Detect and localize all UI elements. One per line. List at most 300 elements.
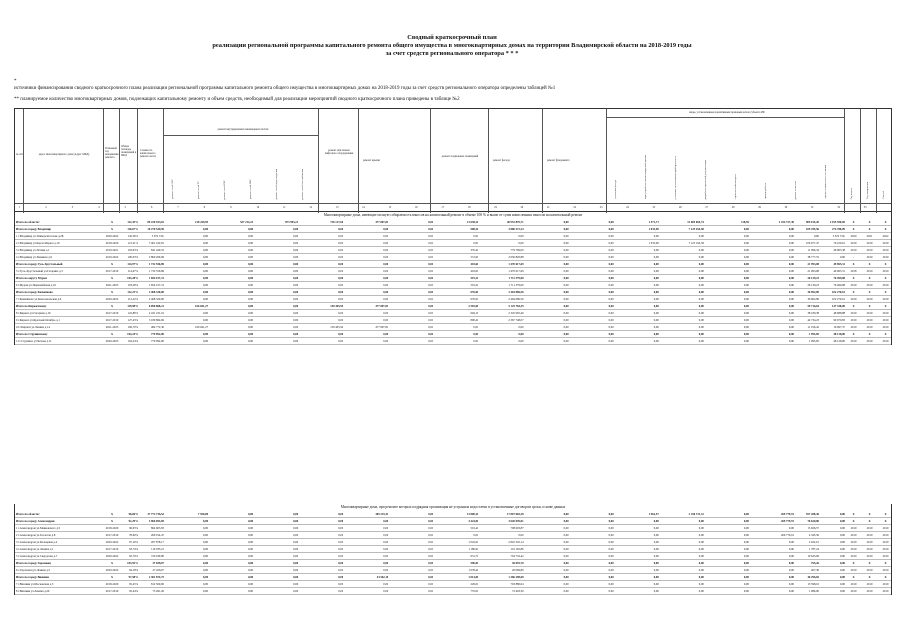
row-value: 0,00 [293,561,299,565]
row-value: 0,00 [563,589,569,593]
row-value: 0,00 [428,582,434,586]
table-total-row [15,511,891,518]
table-total-row [15,518,891,525]
row-year: X [852,262,855,266]
row-cost: 6 096 868,21 [148,304,164,308]
row-total: 36 962,89 [807,297,819,301]
row-value: 0,00 [608,540,614,544]
row-value: 0,00 [743,276,749,280]
row-plan-year: 2017-2019 [105,269,119,273]
row-value: 0,00 [473,332,479,336]
row-value: 1 366 298,68 [508,575,524,579]
row-year: 2021 [866,234,873,238]
row-value: 0,00 [248,297,254,301]
row-total-2: 2 195 590,85 [829,220,845,224]
row-value: 0,00 [788,262,794,266]
row-value: 0,00 [428,519,434,523]
row-year: - [853,255,854,259]
row-plan-year: 2020-2022 [105,554,119,558]
row-year: 2019 [850,318,857,322]
row-year: X [868,290,871,294]
row-year: 2019 [850,568,857,572]
row-value: 0,00 [338,311,344,315]
row-value: 0,00 [428,248,434,252]
row-value: 7 550,00 [197,512,209,516]
header-column-number: 18 [467,206,471,209]
row-year: X [852,227,855,231]
row-value: 0,00 [293,339,299,343]
row-year: 2022 [882,234,889,238]
row-cost: 1 854 017,31 [148,276,164,280]
row-value: 26 069,80 [512,568,524,572]
row-total-2: 79 109,61 [833,241,845,245]
row-value: 4 424,00 [468,519,479,523]
row-value: 0,00 [383,339,389,343]
row-year: 2019 [882,269,889,273]
header-col-end-year: Год завершения [861,109,877,213]
row-value: 166 041,27 [195,304,209,308]
row-address: 5 г.Гусь-Хрустальный ул.Гагарина д.3 [16,269,63,273]
row-total: 21 993,08 [807,269,819,273]
row-value: 110 165,86 [510,547,524,551]
row-value: 0,00 [743,248,749,252]
row-address: 1 г.Владимир ул.Университетская д.2Б [16,234,64,238]
row-plan-year: X [110,220,114,224]
row-year: 2019 [866,248,873,252]
row-value: 0,00 [428,554,434,558]
row-value: 0,00 [203,540,209,544]
row-value: 0,00 [338,582,344,586]
row-value: 0,00 [293,533,299,537]
row-value: 0,00 [338,554,344,558]
row-cost: 89 220 553,81 [147,220,164,224]
row-total: 10 645,69 [807,554,819,558]
header-column-number: 5 [124,206,126,209]
row-year: 2019 [882,582,889,586]
row-value: 0,00 [248,512,254,516]
row-total-2: 0,00 [839,519,845,523]
row-value: 13 605 064,74 [687,220,704,224]
row-value: 0,00 [608,533,614,537]
row-value: 150 405,99 [330,304,344,308]
row-year: 2019 [850,582,857,586]
row-value: 0,00 [428,318,434,322]
header-group-other: виды, установленные нормативным правовым актом субъекта РФ утепление фасада переустройство невентилируемой крыши установка коллективных приборов учета разработка проектной документации строительный контроль прочие работы ремонт отмостки оценка технического состояния [607,109,845,213]
row-value: 0,00 [608,526,614,530]
row-value: 501,40 [470,526,479,530]
row-value: 1 470 617,69 [508,262,524,266]
section-title-1: Многоквартирные дома, имеющие полную собираемость взносов на капитальный ремонт в объеме 100 % и выше от сумм начисленных взносов на капитальный ремонт [14,212,892,219]
row-value: 0,00 [293,575,299,579]
row-plan-year: 2021-2023 [105,283,119,287]
row-total: 0,00 [813,234,819,238]
row-value: 0,00 [203,332,209,336]
row-total: 4 343,56 [808,533,819,537]
row-value: 0,00 [743,582,749,586]
header-column-number: 15 [388,206,392,209]
row-value: 0,00 [293,297,299,301]
row-total-2: 0,00 [839,554,845,558]
row-year: X [852,276,855,280]
row-value: 0,00 [293,234,299,238]
row-cost: 779 092,00 [150,332,164,336]
row-value: 0,00 [788,283,794,287]
row-cost: 37 772 736,52 [147,512,164,516]
row-value: 0,00 [293,332,299,336]
row-address: 2 г.Владимир ул.Карла Маркса д.16 [16,241,60,245]
row-value: 0,00 [248,241,254,245]
row-year: X [868,276,871,280]
row-value: 0,00 [428,311,434,315]
row-value: 0,00 [338,540,344,544]
row-value: 2 345 995,46 [508,311,524,315]
row-cost: 10 270 540,59 [147,227,164,231]
row-value: 0,00 [518,325,524,329]
row-value: 0,00 [248,561,254,565]
row-address: 11 г.Струнино ул.Чехова д.11 [16,339,52,343]
table-row [15,324,891,331]
row-year: 2018 [850,269,857,273]
row-value: 0,00 [653,255,659,259]
row-value: 0,00 [563,304,569,308]
row-value: 0,00 [698,276,704,280]
row-value: 0,00 [428,589,434,593]
row-value: 229,00 [470,582,479,586]
row-value: 0,00 [743,554,749,558]
row-value: 0,00 [428,533,434,537]
row-value: 0,00 [338,297,344,301]
row-address: 2 г.Александров ул.Геологов д.8 [16,533,56,537]
row-value: 0,00 [293,519,299,523]
row-value: 0,00 [293,227,299,231]
row-year: 2019 [866,582,873,586]
row-value: 0,00 [338,575,344,579]
row-cost: 841 429,52 [150,248,164,252]
row-year: 2019 [850,526,857,530]
row-value: 0,00 [428,220,434,224]
row-value: 0,00 [698,582,704,586]
row-value: 0,00 [338,533,344,537]
row-plan-year: 2020-2022 [105,540,119,544]
header-column-number: 1 [19,206,21,209]
row-value: 0,00 [293,568,299,572]
row-value: 0,00 [698,318,704,322]
header-col-foundation: ремонт фундамента [543,109,607,213]
row-value: 0,00 [653,234,659,238]
row-value: 0,00 [743,290,749,294]
row-value: 269 779,91 [780,512,794,516]
header-column-number: 16 [415,206,418,209]
row-year: 2019 [882,339,889,343]
row-value: 0,00 [743,262,749,266]
section-title-2: Многоквартирные дома, при ремонте которых подрядная организация не устранила недостатки в установленные договором сроки, основе данных [14,504,892,511]
row-value: 0,00 [743,269,749,273]
row-value: 0,00 [383,582,389,586]
row-value: 0,00 [338,339,344,343]
row-total: 76 620,00 [807,519,819,523]
row-value: 0,00 [428,547,434,551]
row-cost: 720 189,80 [150,554,164,558]
row-total-2: 147 338,00 [831,304,845,308]
row-year: 2019 [850,248,857,252]
row-year: 2019 [866,589,873,593]
header-column-number: 14 [362,206,365,209]
header-col-roof: ремонт крыши [359,109,431,213]
row-value: 1 711 379,00 [508,276,524,280]
row-value: 0,00 [653,290,659,294]
row-year: 2019 [850,533,857,537]
row-area: 97,58% [128,575,138,579]
row-year: X [884,220,887,224]
header-col-address: адрес многоквартирного дома (Адрес МКД) [24,109,104,213]
row-address: Итого по округу Муром [16,276,48,280]
row-year: 2019 [866,318,873,322]
row-total-2: 0,00 [839,533,845,537]
row-total: 407,30 [811,568,819,572]
row-year: X [852,575,855,579]
row-year: 2019 [882,241,889,245]
row-year: X [852,290,855,294]
row-value: 0,00 [248,311,254,315]
row-year: 2019 [850,297,857,301]
row-year: 2019 [866,547,873,551]
row-plan-year: 2019-2022 [105,255,119,259]
row-value: 0,00 [608,547,614,551]
row-total: 11 096,34 [807,248,819,252]
row-year: 2019 [882,533,889,537]
row-value: 0,00 [203,234,209,238]
row-value: 150 405,99 [330,325,344,329]
row-value: 0,00 [563,561,569,565]
row-value: 0,00 [563,526,569,530]
row-value: 0,00 [248,255,254,259]
row-value: 0,00 [608,227,614,231]
row-value: 0,00 [473,234,479,238]
row-value: 0,00 [698,533,704,537]
row-value: 0,00 [653,339,659,343]
table-row [15,588,891,595]
header-column-number: 4 [98,206,100,209]
row-plan-year: X [110,519,114,523]
row-value: 0,00 [788,227,794,231]
row-plan-year: 2017-2019 [105,533,119,537]
row-value: 0,00 [743,318,749,322]
row-address: 5 г.Александров ул.Свердлова д.7 [16,554,58,558]
row-year: 2019 [882,568,889,572]
row-value: 0,00 [338,547,344,551]
row-total: 59 716,64 [807,304,819,308]
section-2-rows [14,511,892,595]
header-column-number: 31 [811,206,814,209]
row-area: 122,86% [127,311,138,315]
row-value: 755,00 [470,589,479,593]
row-year: X [868,304,871,308]
row-cost: 484 772,36 [150,325,164,329]
row-value: 0,00 [203,241,209,245]
row-value: 0,00 [788,276,794,280]
row-value: 0,00 [743,332,749,336]
row-year: 2019 [882,255,889,259]
row-area: 121,21% [127,241,138,245]
row-value: 0,00 [563,582,569,586]
row-value: 0,00 [743,325,749,329]
row-total: 1 993,85 [808,339,819,343]
row-address: 9 г.Киржач ул.Красный Октябрь д.1 [16,318,60,322]
row-plan-year: 2018-2020 [105,241,119,245]
row-year: 2019 [882,318,889,322]
row-value: 0,00 [293,283,299,287]
row-cost: 2 431 231,16 [148,311,164,315]
row-area: 114,97% [127,262,138,266]
row-value: 0,00 [383,241,389,245]
row-value: 0,00 [203,533,209,537]
row-value: 1 014,00 [468,575,479,579]
row-value: 2 822 345,14 [508,540,524,544]
row-value: 0,00 [248,547,254,551]
row-year: 2019 [866,241,873,245]
row-value: 0,00 [338,561,344,565]
row-value: 0,00 [608,255,614,259]
row-value: 0,00 [383,332,389,336]
row-value: 0,00 [203,568,209,572]
row-value: 736 127,60 [330,220,344,224]
row-value: 0,00 [563,540,569,544]
row-value: 0,00 [698,311,704,315]
row-value: 477 807,81 [375,325,389,329]
row-value: 0,00 [383,262,389,266]
header-col-no: № п/п [15,109,24,213]
row-year: X [852,519,855,523]
row-value: 0,00 [653,325,659,329]
row-value: 46 952 870,71 [506,220,524,224]
row-value: 0,00 [563,220,569,224]
row-value: 0,00 [608,512,614,516]
row-value: 3 620 039,01 [508,519,524,523]
footnote-2: ** планируемое количество многоквартирных домов, подлежащих капитальному ремонту и объем средств, необходимый для реализации мероприятий сводного краткосрочного плана приведены в таблице №2 [14,97,460,102]
row-value: 0,00 [203,276,209,280]
row-address: Итого по области: [16,512,40,516]
header-column-number: 25 [652,206,656,209]
row-area: 104,24% [127,339,138,343]
row-value: 0,00 [293,554,299,558]
row-value: 537 214,23 [240,220,254,224]
header-column-number: 6 [151,206,153,209]
table-row [15,310,891,317]
row-total: 765,26 [811,561,819,565]
row-cost: 207 878,17 [150,540,164,544]
row-value: 0,00 [653,262,659,266]
row-year: X [852,304,855,308]
row-year: 2019 [850,241,857,245]
table-row [15,567,891,574]
document-subtitle: реализации региональной программы капитального ремонта общего имущества в многоквартирных домах на территории Владимирской области на 2018-2019 годы [212,42,692,49]
row-value: 0,00 [698,248,704,252]
row-year: 2019 [866,311,873,315]
row-value: 0,00 [383,561,389,565]
row-value: 0,00 [563,575,569,579]
header-col-method: Способ [882,191,885,199]
row-value: 0,00 [563,325,569,329]
row-year: 2019 [850,554,857,558]
row-total: 106 677,47 [805,241,819,245]
row-total: 38 189,38 [807,311,819,315]
row-value: 0,00 [653,526,659,530]
row-value: 0,00 [338,241,344,245]
header-column-number: 8 [203,206,206,209]
table-row [15,546,891,553]
row-value: 0,00 [608,297,614,301]
row-year: X [884,262,887,266]
row-value: 0,00 [563,547,569,551]
row-address: 3 г.Владимир ул.Летняя д.1 [16,248,50,252]
row-value: 519,21 [470,283,479,287]
row-total-2: 0,00 [839,255,845,259]
row-total: 1 086,00 [808,589,819,593]
row-value: 0,00 [203,582,209,586]
row-total-2: 48 128,00 [833,339,845,343]
row-cost: 2 301 874,75 [148,575,164,579]
row-value: 0,00 [248,519,254,523]
row-value: 0,00 [248,304,254,308]
row-total-2: 49 965,31 [833,262,845,266]
row-value: 0,00 [788,269,794,273]
row-year: X [884,290,887,294]
row-value: 0,00 [248,276,254,280]
row-value: 0,00 [563,283,569,287]
row-year: X [868,575,871,579]
row-value: 0,00 [653,540,659,544]
row-value: 0,00 [518,332,524,336]
row-total: 1 787,24 [808,547,819,551]
row-value: 0,00 [203,554,209,558]
row-total-2: 0,00 [839,540,845,544]
row-address: Итого по Струнинскому [16,332,48,336]
row-area: 78,60% [129,533,138,537]
row-total-2: 3 672 720, [832,234,845,238]
table-row [15,553,891,560]
row-value: 44 562,10 [376,575,389,579]
row-value: 0,00 [563,554,569,558]
row-value: 0,00 [293,248,299,252]
row-value: 0,00 [383,276,389,280]
row-value: 0,00 [248,575,254,579]
row-area: 119,98% [127,304,138,308]
header-column-number: 24 [626,206,629,209]
row-value: 0,00 [608,304,614,308]
row-total-2: 76 499,08 [833,283,845,287]
row-value: 0,00 [293,304,299,308]
row-value: 0,00 [518,339,524,343]
row-value: 0,00 [608,262,614,266]
row-total-2: 0,00 [839,589,845,593]
table-row [15,240,891,247]
row-year: 2019 [882,526,889,530]
row-value: 0,00 [788,561,794,565]
row-value: 0,00 [608,339,614,343]
row-value: 0,00 [203,248,209,252]
row-value: 3 880 272,24 [508,227,524,231]
header-column-number: 26 [679,206,682,209]
row-total-2: 0,00 [839,526,845,530]
row-value: 0,00 [563,255,569,259]
row-value: 0,00 [293,276,299,280]
row-value: 269 779,91 [780,533,794,537]
row-area: 95,45% [129,582,138,586]
row-value: 0,00 [653,575,659,579]
row-value: 0,00 [383,283,389,287]
row-value: 0,00 [563,332,569,336]
row-value: 1 033,90 [648,241,659,245]
